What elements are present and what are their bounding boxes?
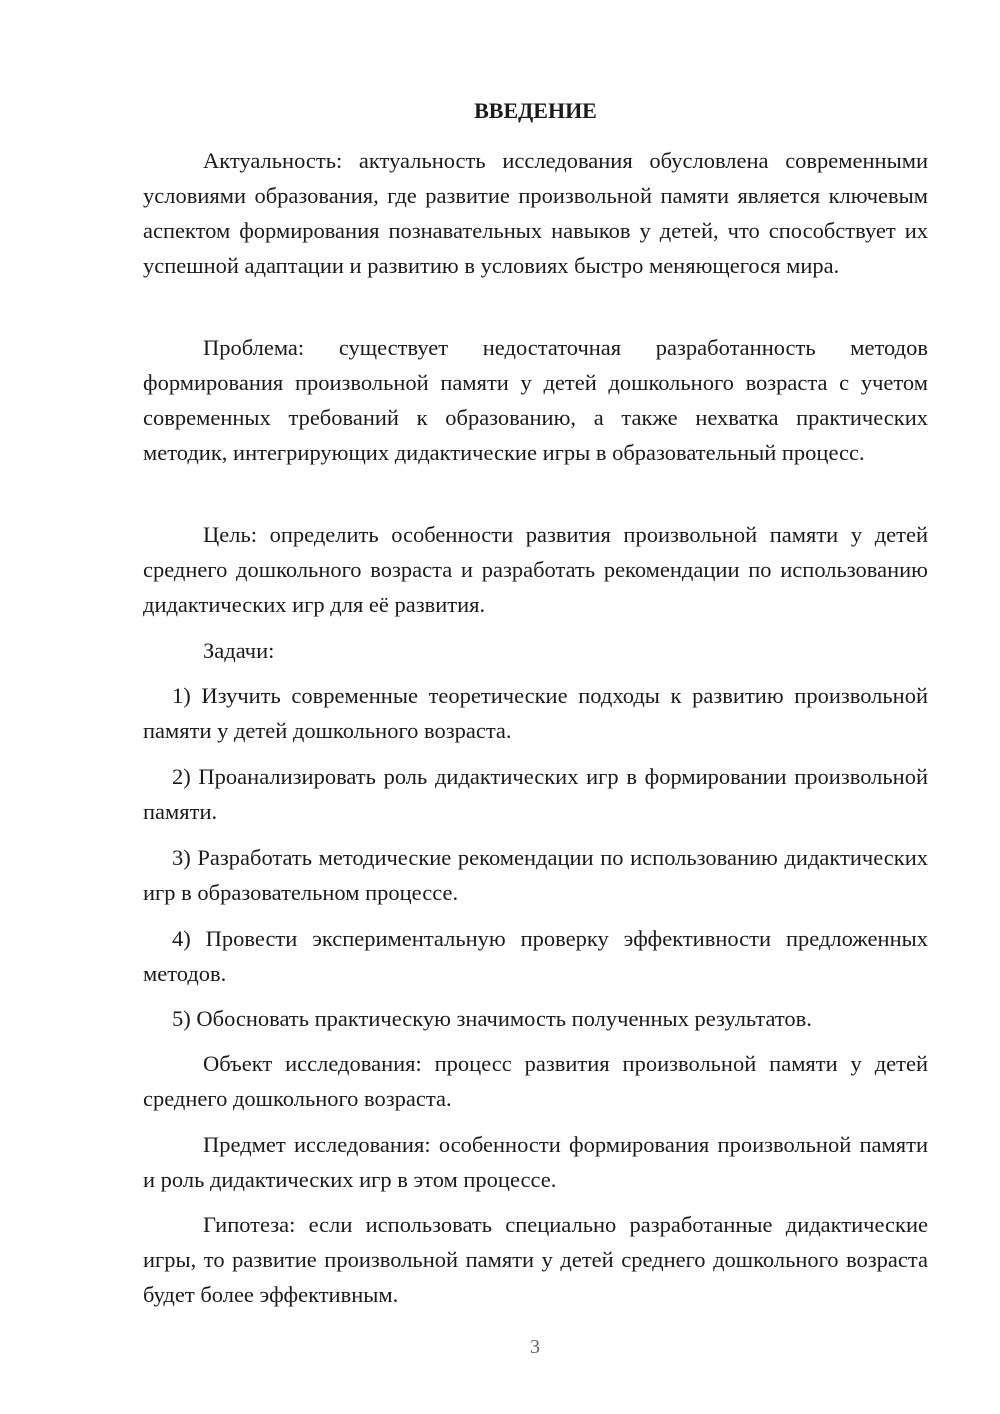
paragraph-tasks-label: Задачи:: [203, 638, 275, 663]
task-item-1: 1) Изучить современные теоретические подходы к развитию произвольной памяти у детей дошкольного возраста.: [143, 683, 928, 743]
page-number: 3: [530, 1336, 540, 1358]
paragraph-object: Объект исследования: процесс развития произвольной памяти у детей среднего дошкольного возраста.: [143, 1051, 928, 1111]
page-title: ВВЕДЕНИЕ: [474, 98, 597, 123]
paragraph-hypothesis: Гипотеза: если использовать специально разработанные дидактические игры, то развитие произвольной памяти у детей среднего дошкольного возраста будет более эффективным.: [143, 1212, 928, 1307]
paragraph-subject: Предмет исследования: особенности формирования произвольной памяти и роль дидактических игр в этом процессе.: [143, 1132, 928, 1192]
paragraph-goal: Цель: определить особенности развития произвольной памяти у детей среднего дошкольного возраста и разработать рекомендации по использованию дидактических игр для её развития.: [143, 522, 928, 617]
task-item-5: 5) Обосновать практическую значимость полученных результатов.: [172, 1006, 812, 1031]
paragraph-problem: Проблема: существует недостаточная разработанность методов формирования произвольной памяти у детей дошкольного возраста с учетом современных требований к образованию, а также нехватка практических методик, интегрирующих дидактические игры в образовательный процесс.: [143, 335, 928, 465]
task-item-2: 2) Проанализировать роль дидактических игр в формировании произвольной памяти.: [143, 764, 928, 824]
task-item-4: 4) Провести экспериментальную проверку эффективности предложенных методов.: [143, 926, 928, 986]
paragraph-relevance: Актуальность: актуальность исследования обусловлена современными условиями образования, где развитие произвольной памяти является ключевым аспектом формирования познавательных навыков у детей, что способствует их успешной адаптации и развитию в условиях быстро меняющегося мира.: [143, 148, 928, 278]
task-item-3: 3) Разработать методические рекомендации по использованию дидактических игр в образовательном процессе.: [143, 845, 928, 905]
